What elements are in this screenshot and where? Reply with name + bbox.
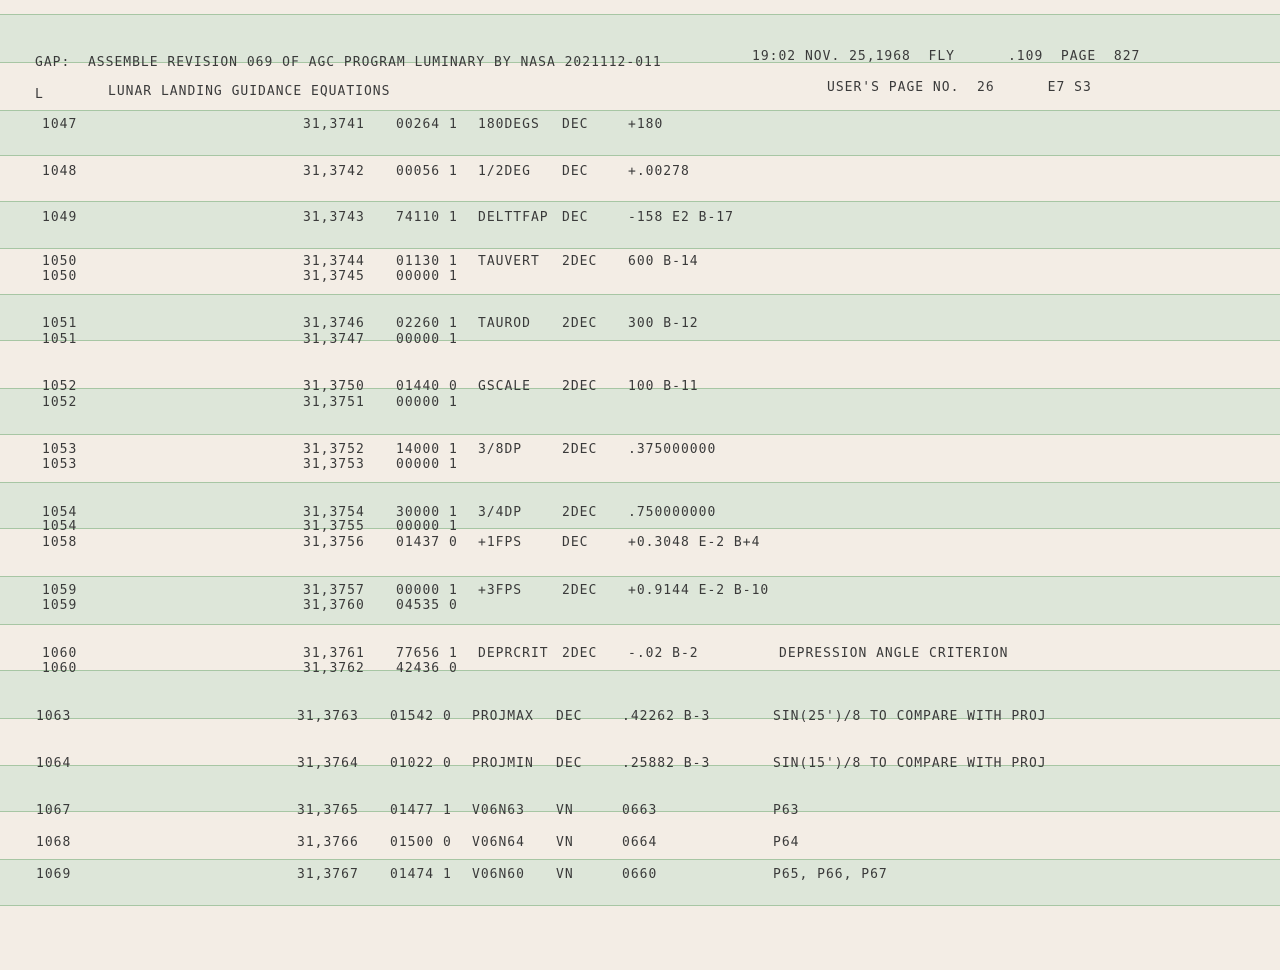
paper-band bbox=[0, 0, 1280, 14]
address: 31,3763 bbox=[297, 709, 359, 724]
symbol-label: 3/4DP bbox=[478, 505, 523, 520]
operand: +180 bbox=[628, 117, 664, 132]
octal-word: 74110 1 bbox=[396, 210, 458, 225]
address: 31,3747 bbox=[303, 332, 365, 347]
line-number: 1050 bbox=[42, 269, 78, 284]
paper-rule bbox=[0, 624, 1280, 625]
octal-word: 30000 1 bbox=[396, 505, 458, 520]
paper-rule bbox=[0, 340, 1280, 341]
paper-rule bbox=[0, 905, 1280, 906]
address: 31,3767 bbox=[297, 867, 359, 882]
paper-band bbox=[0, 859, 1280, 905]
address: 31,3765 bbox=[297, 803, 359, 818]
opcode: DEC bbox=[556, 756, 583, 771]
line-number: 1053 bbox=[42, 457, 78, 472]
line-number: 1060 bbox=[42, 661, 78, 676]
octal-word: 01437 0 bbox=[396, 535, 458, 550]
address: 31,3741 bbox=[303, 117, 365, 132]
octal-word: 01440 0 bbox=[396, 379, 458, 394]
opcode: 2DEC bbox=[562, 254, 598, 269]
opcode: 2DEC bbox=[562, 379, 598, 394]
line-number: 1048 bbox=[42, 164, 78, 179]
octal-word: 00000 1 bbox=[396, 457, 458, 472]
octal-word: 00000 1 bbox=[396, 519, 458, 534]
paper-rule bbox=[0, 110, 1280, 111]
address: 31,3743 bbox=[303, 210, 365, 225]
operand: +0.9144 E-2 B-10 bbox=[628, 583, 770, 598]
address: 31,3744 bbox=[303, 254, 365, 269]
operand: 600 B-14 bbox=[628, 254, 699, 269]
paper-band bbox=[0, 905, 1280, 970]
symbol-label: GSCALE bbox=[478, 379, 531, 394]
paper-rule bbox=[0, 670, 1280, 671]
address: 31,3742 bbox=[303, 164, 365, 179]
octal-word: 01474 1 bbox=[390, 867, 452, 882]
operand: 0663 bbox=[622, 803, 658, 818]
address: 31,3755 bbox=[303, 519, 365, 534]
address: 31,3753 bbox=[303, 457, 365, 472]
opcode: 2DEC bbox=[562, 583, 598, 598]
address: 31,3745 bbox=[303, 269, 365, 284]
line-number: 1059 bbox=[42, 583, 78, 598]
octal-word: 00000 1 bbox=[396, 583, 458, 598]
line-number: 1058 bbox=[42, 535, 78, 550]
paper-rule bbox=[0, 482, 1280, 483]
symbol-label: PROJMIN bbox=[472, 756, 534, 771]
paper-rule bbox=[0, 294, 1280, 295]
operand: -.02 B-2 bbox=[628, 646, 699, 661]
address: 31,3764 bbox=[297, 756, 359, 771]
address: 31,3757 bbox=[303, 583, 365, 598]
line-number: 1054 bbox=[42, 505, 78, 520]
symbol-label: +1FPS bbox=[478, 535, 523, 550]
address: 31,3752 bbox=[303, 442, 365, 457]
comment: SIN(25')/8 TO COMPARE WITH PROJ bbox=[773, 709, 1047, 724]
symbol-label: 180DEGS bbox=[478, 117, 540, 132]
symbol-label: PROJMAX bbox=[472, 709, 534, 724]
octal-word: 42436 0 bbox=[396, 661, 458, 676]
line-number: 1069 bbox=[36, 867, 72, 882]
operand: .375000000 bbox=[628, 442, 717, 457]
paper-rule bbox=[0, 155, 1280, 156]
paper-band bbox=[0, 388, 1280, 434]
line-number: 1054 bbox=[42, 519, 78, 534]
comment: P65, P66, P67 bbox=[773, 867, 888, 882]
opcode: 2DEC bbox=[562, 442, 598, 457]
address: 31,3746 bbox=[303, 316, 365, 331]
opcode: 2DEC bbox=[562, 505, 598, 520]
operand: .42262 B-3 bbox=[622, 709, 711, 724]
line-number: 1053 bbox=[42, 442, 78, 457]
operand: .25882 B-3 bbox=[622, 756, 711, 771]
paper-rule bbox=[0, 14, 1280, 15]
address: 31,3756 bbox=[303, 535, 365, 550]
line-number: 1047 bbox=[42, 117, 78, 132]
operand: -158 E2 B-17 bbox=[628, 210, 734, 225]
header-line1-left: GAP: ASSEMBLE REVISION 069 OF AGC PROGRAM LUMINARY BY NASA 2021112-011 bbox=[35, 55, 662, 70]
paper-rule bbox=[0, 859, 1280, 860]
comment: DEPRESSION ANGLE CRITERION bbox=[779, 646, 1009, 661]
comment: P64 bbox=[773, 835, 800, 850]
line-number: 1067 bbox=[36, 803, 72, 818]
symbol-label: V06N64 bbox=[472, 835, 525, 850]
opcode: VN bbox=[556, 803, 574, 818]
octal-word: 00264 1 bbox=[396, 117, 458, 132]
line-number: 1052 bbox=[42, 395, 78, 410]
address: 31,3761 bbox=[303, 646, 365, 661]
header-line2-title: LUNAR LANDING GUIDANCE EQUATIONS bbox=[108, 84, 391, 99]
opcode: VN bbox=[556, 867, 574, 882]
symbol-label: DELTTFAP bbox=[478, 210, 549, 225]
paper-rule bbox=[0, 576, 1280, 577]
symbol-label: V06N60 bbox=[472, 867, 525, 882]
comment: SIN(15')/8 TO COMPARE WITH PROJ bbox=[773, 756, 1047, 771]
octal-word: 00000 1 bbox=[396, 395, 458, 410]
symbol-label: DEPRCRIT bbox=[478, 646, 549, 661]
header-line2-mark: L bbox=[35, 87, 44, 102]
opcode: DEC bbox=[556, 709, 583, 724]
paper-rule bbox=[0, 528, 1280, 529]
octal-word: 01477 1 bbox=[390, 803, 452, 818]
address: 31,3766 bbox=[297, 835, 359, 850]
opcode: 2DEC bbox=[562, 646, 598, 661]
opcode: DEC bbox=[562, 164, 589, 179]
header-line1-right: 19:02 NOV. 25,1968 FLY .109 PAGE 827 bbox=[752, 49, 1141, 64]
address: 31,3751 bbox=[303, 395, 365, 410]
octal-word: 02260 1 bbox=[396, 316, 458, 331]
symbol-label: +3FPS bbox=[478, 583, 523, 598]
octal-word: 01022 0 bbox=[390, 756, 452, 771]
symbol-label: V06N63 bbox=[472, 803, 525, 818]
operand: +.00278 bbox=[628, 164, 690, 179]
header-line2-right: USER'S PAGE NO. 26 E7 S3 bbox=[827, 80, 1092, 95]
address: 31,3750 bbox=[303, 379, 365, 394]
line-number: 1051 bbox=[42, 316, 78, 331]
comment: P63 bbox=[773, 803, 800, 818]
opcode: VN bbox=[556, 835, 574, 850]
line-number: 1068 bbox=[36, 835, 72, 850]
octal-word: 77656 1 bbox=[396, 646, 458, 661]
address: 31,3754 bbox=[303, 505, 365, 520]
operand: 100 B-11 bbox=[628, 379, 699, 394]
symbol-label: 1/2DEG bbox=[478, 164, 531, 179]
line-number: 1050 bbox=[42, 254, 78, 269]
operand: .750000000 bbox=[628, 505, 717, 520]
operand: 0664 bbox=[622, 835, 658, 850]
paper-rule bbox=[0, 434, 1280, 435]
symbol-label: TAUROD bbox=[478, 316, 531, 331]
address: 31,3760 bbox=[303, 598, 365, 613]
symbol-label: 3/8DP bbox=[478, 442, 523, 457]
line-number: 1060 bbox=[42, 646, 78, 661]
line-number: 1052 bbox=[42, 379, 78, 394]
operand: +0.3048 E-2 B+4 bbox=[628, 535, 761, 550]
operand: 0660 bbox=[622, 867, 658, 882]
opcode: DEC bbox=[562, 535, 589, 550]
line-number: 1059 bbox=[42, 598, 78, 613]
opcode: DEC bbox=[562, 210, 589, 225]
octal-word: 04535 0 bbox=[396, 598, 458, 613]
octal-word: 00056 1 bbox=[396, 164, 458, 179]
octal-word: 01542 0 bbox=[390, 709, 452, 724]
paper-rule bbox=[0, 248, 1280, 249]
paper-rule bbox=[0, 201, 1280, 202]
address: 31,3762 bbox=[303, 661, 365, 676]
operand: 300 B-12 bbox=[628, 316, 699, 331]
line-number: 1049 bbox=[42, 210, 78, 225]
opcode: DEC bbox=[562, 117, 589, 132]
symbol-label: TAUVERT bbox=[478, 254, 540, 269]
octal-word: 00000 1 bbox=[396, 332, 458, 347]
line-number: 1064 bbox=[36, 756, 72, 771]
octal-word: 14000 1 bbox=[396, 442, 458, 457]
octal-word: 01500 0 bbox=[390, 835, 452, 850]
octal-word: 00000 1 bbox=[396, 269, 458, 284]
octal-word: 01130 1 bbox=[396, 254, 458, 269]
opcode: 2DEC bbox=[562, 316, 598, 331]
line-number: 1051 bbox=[42, 332, 78, 347]
line-number: 1063 bbox=[36, 709, 72, 724]
